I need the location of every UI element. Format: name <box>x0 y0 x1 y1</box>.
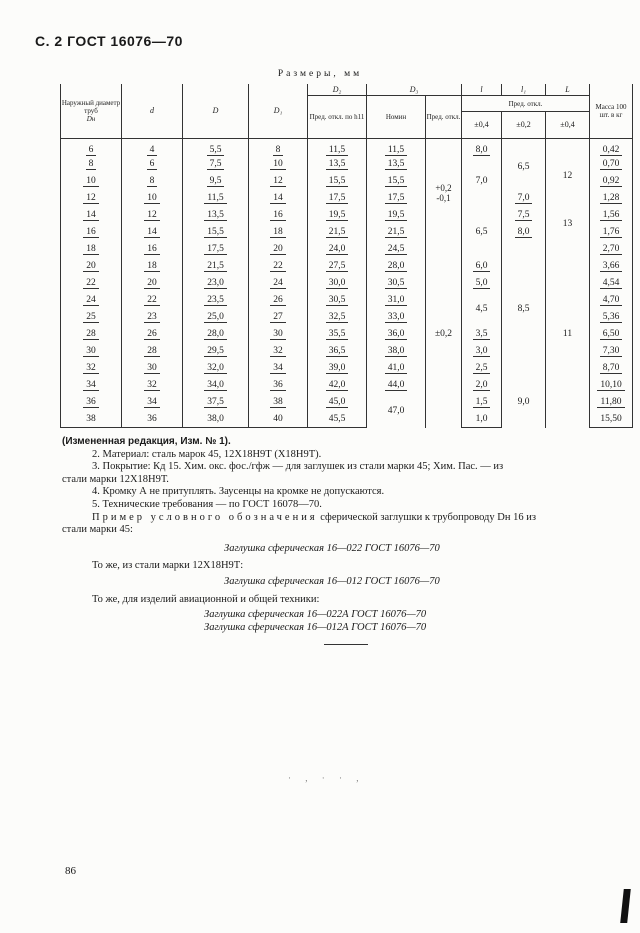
table-cell: 4,70 <box>590 292 633 309</box>
table-cell: 10 <box>61 173 122 190</box>
table-cell: 15,5 <box>183 224 249 241</box>
cell-d3-tol-upper: +0,2 -0,1 <box>426 139 462 241</box>
table-caption: Размеры, мм <box>277 69 363 79</box>
table-cell: 3,66 <box>590 258 633 275</box>
note-material: 2. Материал: сталь марок 45, 12Х18Н9Т (Х18Н9Т). <box>92 448 322 460</box>
table-cell: 32 <box>249 343 308 360</box>
table-cell: 45,5 <box>308 411 367 428</box>
table-cell: 24,5 <box>367 241 426 258</box>
table-cell: 17,5 <box>308 190 367 207</box>
table-cell: 44,0 <box>367 377 426 394</box>
table-cell: 28,0 <box>367 258 426 275</box>
table-cell: 34 <box>122 394 183 411</box>
table-cell: 36,5 <box>308 343 367 360</box>
dimensions-table <box>60 84 633 428</box>
note-edge: 4. Кромку А не притуплять. Заусенцы на кромке не допускаются. <box>92 486 385 498</box>
table-cell: 14 <box>249 190 308 207</box>
separator-rule <box>324 644 368 645</box>
note-same-1: То же, из стали марки 12Х18Н9Т: <box>92 560 244 572</box>
table-cell: 27,5 <box>308 258 367 275</box>
table-cell: 7,5 <box>183 156 249 173</box>
table-cell: 45,0 <box>308 394 367 411</box>
cell-l1: 7,0 <box>502 190 546 207</box>
cell-D1: 8 <box>249 139 308 156</box>
table-cell: 18 <box>122 258 183 275</box>
cell-mass: 0,42 <box>590 139 633 156</box>
page-number: 86 <box>65 865 76 877</box>
table-cell: 25,0 <box>183 309 249 326</box>
head-l1: l₁ <box>502 84 546 96</box>
cell-l: 5,0 <box>462 275 502 292</box>
cell-D3: 11,5 <box>367 139 426 156</box>
head-pred-otkl: Пред. откл. <box>462 96 590 112</box>
table-cell: 13,5 <box>308 156 367 173</box>
table-cell: 21,5 <box>308 224 367 241</box>
table-cell: 22 <box>61 275 122 292</box>
head-d: d <box>122 84 183 139</box>
table-cell: 32,0 <box>183 360 249 377</box>
table-cell: 27 <box>249 309 308 326</box>
cell-l: 1,0 <box>462 411 502 428</box>
table-cell: 42,0 <box>308 377 367 394</box>
scan-edge-mark <box>620 889 631 923</box>
head-l: l <box>462 84 502 96</box>
table-cell: 32 <box>61 360 122 377</box>
table-cell: 21,5 <box>367 224 426 241</box>
table-cell: 23,5 <box>183 292 249 309</box>
table-cell: 13,5 <box>183 207 249 224</box>
table-cell: 5,36 <box>590 309 633 326</box>
head-outer-diameter: Наружный диаметр труб Dн <box>61 84 122 139</box>
table-cell: 18 <box>61 241 122 258</box>
table-cell: 0,70 <box>590 156 633 173</box>
table-cell: 15,5 <box>308 173 367 190</box>
table-cell: 14 <box>122 224 183 241</box>
table-cell: 38 <box>249 394 308 411</box>
designation-1: Заглушка сферическая 16—022 ГОСТ 16076—70 <box>224 542 440 554</box>
table-cell: 30 <box>249 326 308 343</box>
table-cell: 14 <box>61 207 122 224</box>
table-cell: 28 <box>61 326 122 343</box>
table-cell: 12 <box>249 173 308 190</box>
table-cell: 19,5 <box>308 207 367 224</box>
table-cell: 30 <box>61 343 122 360</box>
cell-l: 7,0 <box>462 156 502 207</box>
table-cell: 28 <box>122 343 183 360</box>
table-cell: 30,5 <box>308 292 367 309</box>
designation-3: Заглушка сферическая 16—022А ГОСТ 16076—70 <box>204 609 427 621</box>
note-same-2: То же, для изделий авиационной и общей техники: <box>92 593 320 605</box>
table-cell: 35,5 <box>308 326 367 343</box>
table-cell: 2,70 <box>590 241 633 258</box>
cell-dn: 6 <box>61 139 122 156</box>
table-cell: 30 <box>122 360 183 377</box>
table-cell: 34,0 <box>183 377 249 394</box>
cell-L: 13 <box>546 207 590 241</box>
table-cell: 8 <box>122 173 183 190</box>
table-cell: 13,5 <box>367 156 426 173</box>
table-row <box>61 139 633 156</box>
table-cell: 1,56 <box>590 207 633 224</box>
table-cell: 26 <box>249 292 308 309</box>
table-cell: 4,54 <box>590 275 633 292</box>
cell-L: 12 <box>546 139 590 207</box>
table-cell: 10 <box>122 190 183 207</box>
table-cell: 23 <box>122 309 183 326</box>
table-cell: 15,50 <box>590 411 633 428</box>
page-header: С. 2 ГОСТ 16076—70 <box>35 33 183 49</box>
head-mass: Масса 100 шт. в кг <box>590 84 633 139</box>
designation-4: Заглушка сферическая 16—012А ГОСТ 16076—70 <box>204 621 427 633</box>
table-cell: 36 <box>61 394 122 411</box>
table-cell: 17,5 <box>367 190 426 207</box>
table-cell: 11,80 <box>590 394 633 411</box>
table-row <box>61 241 633 258</box>
table-cell: 9,5 <box>183 173 249 190</box>
table-cell: 36 <box>122 411 183 428</box>
table-cell: 30,0 <box>308 275 367 292</box>
designation-2: Заглушка сферическая 16—012 ГОСТ 16076—70 <box>224 575 440 587</box>
amended-note: (Измененная редакция, Изм. № 1). <box>62 436 231 447</box>
table-cell: 25 <box>61 309 122 326</box>
head-D3: D₃ <box>367 84 462 96</box>
head-L: L <box>546 84 590 96</box>
table-cell: 22 <box>122 292 183 309</box>
table-cell: 21,5 <box>183 258 249 275</box>
note-example-cont: стали марки 45: <box>62 524 133 536</box>
note-example: Пример условного обозначения сферической заглушки к трубопроводу Dн 16 из <box>92 511 536 523</box>
table-cell: 1,28 <box>590 190 633 207</box>
cell-l: 3,0 <box>462 343 502 360</box>
table-cell: 15,5 <box>367 173 426 190</box>
head-D1: D₁ <box>249 84 308 139</box>
table-cell: 26 <box>122 326 183 343</box>
table-cell: 12 <box>61 190 122 207</box>
cell-l: 6,0 <box>462 258 502 275</box>
note-tech-req: 5. Технические требования — по ГОСТ 16078—70. <box>92 498 322 510</box>
table-cell: 37,5 <box>183 394 249 411</box>
table-cell: 16 <box>122 241 183 258</box>
cell-l1: 6,5 <box>502 139 546 190</box>
table-cell: 10,10 <box>590 377 633 394</box>
table-cell: 36,0 <box>367 326 426 343</box>
table-cell: 6 <box>122 156 183 173</box>
table-cell: 17,5 <box>183 241 249 258</box>
notes-block <box>62 436 634 634</box>
table-cell: 38,0 <box>367 343 426 360</box>
cell-D: 5,5 <box>183 139 249 156</box>
cell-d3-tol-lower: ±0,2 <box>426 241 462 428</box>
table-cell: 34 <box>61 377 122 394</box>
cell-l: 2,0 <box>462 377 502 394</box>
table-row <box>61 207 633 224</box>
head-pred-otkl-short: Пред. откл. <box>426 96 462 139</box>
table-cell: 0,92 <box>590 173 633 190</box>
cell-l1: 7,5 <box>502 207 546 224</box>
table-cell: 22 <box>249 258 308 275</box>
cell-D3: 47,0 <box>367 394 426 428</box>
table-cell: 32,5 <box>308 309 367 326</box>
table-cell: 31,0 <box>367 292 426 309</box>
cell-l1: 9,0 <box>502 377 546 428</box>
note-coating: 3. Покрытие: Кд 15. Хим. окс. фос./гфж — для заглушек из стали марки 45; Хим. Пас. — из <box>92 461 504 473</box>
cell-l1: 8,0 <box>502 224 546 241</box>
table-cell: 6,50 <box>590 326 633 343</box>
table-cell: 24 <box>61 292 122 309</box>
table-cell: 16 <box>249 207 308 224</box>
head-tol-l1: ±0,2 <box>502 112 546 139</box>
head-tol-l: ±0,4 <box>462 112 502 139</box>
table-cell: 34 <box>249 360 308 377</box>
cell-L: 11 <box>546 241 590 428</box>
table-cell: 40 <box>249 411 308 428</box>
table-cell: 36 <box>249 377 308 394</box>
table-cell: 8,70 <box>590 360 633 377</box>
table-cell: 18 <box>249 224 308 241</box>
table-cell: 29,5 <box>183 343 249 360</box>
cell-D2: 11,5 <box>308 139 367 156</box>
cell-l: 1,5 <box>462 394 502 411</box>
table-cell: 8 <box>61 156 122 173</box>
table-cell: 20 <box>61 258 122 275</box>
cell-l: 2,5 <box>462 360 502 377</box>
table-cell: 24,0 <box>308 241 367 258</box>
table-cell: 12 <box>122 207 183 224</box>
cell-d: 4 <box>122 139 183 156</box>
table-cell: 38 <box>61 411 122 428</box>
table-cell: 7,30 <box>590 343 633 360</box>
table-cell: 39,0 <box>308 360 367 377</box>
table-cell: 23,0 <box>183 275 249 292</box>
cell-l: 6,5 <box>462 207 502 258</box>
note-coating-cont: стали марки 12Х18Н9Т. <box>62 473 169 485</box>
head-D: D <box>183 84 249 139</box>
head-D2: D₂ <box>308 84 367 96</box>
table-cell: 16 <box>61 224 122 241</box>
cell-l: 3,5 <box>462 326 502 343</box>
table-cell: 32 <box>122 377 183 394</box>
scan-specks: · , · · , <box>288 773 365 783</box>
table-cell: 1,76 <box>590 224 633 241</box>
head-nomin: Номин <box>367 96 426 139</box>
cell-l: 4,5 <box>462 292 502 326</box>
table-cell: 33,0 <box>367 309 426 326</box>
table-cell: 20 <box>249 241 308 258</box>
table-cell: 38,0 <box>183 411 249 428</box>
head-tol-L: ±0,4 <box>546 112 590 139</box>
cell-l: 8,0 <box>462 139 502 156</box>
table-cell: 28,0 <box>183 326 249 343</box>
table-cell: 19,5 <box>367 207 426 224</box>
table-cell: 20 <box>122 275 183 292</box>
table-cell: 11,5 <box>183 190 249 207</box>
cell-l1: 8,5 <box>502 241 546 377</box>
table-cell: 30,5 <box>367 275 426 292</box>
table-cell: 24 <box>249 275 308 292</box>
head-pred-otkl-h11: Пред. откл. по h11 <box>308 96 367 139</box>
table-cell: 10 <box>249 156 308 173</box>
table-cell: 41,0 <box>367 360 426 377</box>
